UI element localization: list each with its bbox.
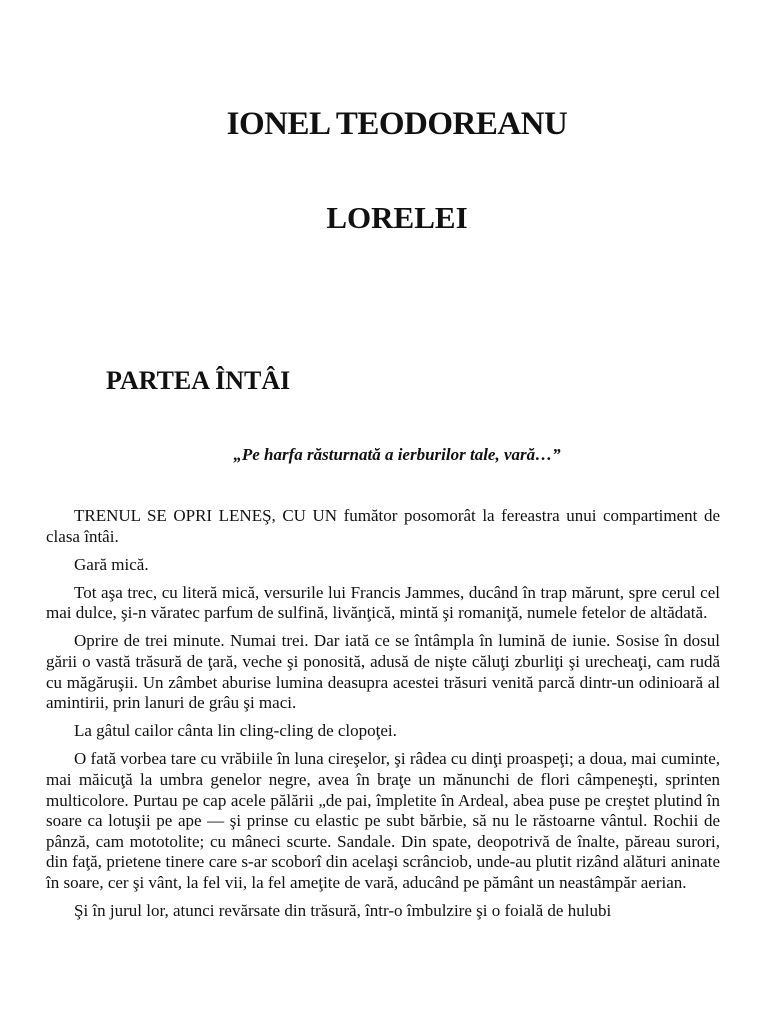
author-name: IONEL TEODOREANU	[226, 106, 568, 142]
book-title: LORELEI	[326, 200, 468, 235]
paragraph: Gară mică.	[74, 554, 149, 574]
body-text	[46, 506, 720, 929]
paragraph: O fată vorbea tare cu vrăbiile în luna cireşelor, şi râdea cu dinţi proaspeţi; a doua, mai cuminte, mai măicuţă la umbra genelor negre, avea în braţe un mănunchi de flori câmpeneşti, sprinten multicolore. Purtau pe cap acele pălării „de pai, împletite în Ardeal, abea puse pe creştet plutind în soare ca lotuşii pe ape — şi prinse cu elastic pe subt bărbie, să nu le răstoarne vântul. Rochii de pânză, cam mototolite; cu mâneci scurte. Sandale. Din spate, deopotrivă de înalte, păreau surori, din faţă, prietene tinere care s-ar scoborî din acelaşi scrânciob, unde-au plutit rizând alături aninate în soare, cer şi vânt, la fel vii, la fel ameţite de vară, aducând pe pământ un neastâmpăr aerian.	[46, 749, 721, 892]
paragraph: Oprire de trei minute. Numai trei. Dar iată ce se întâmpla în lumină de iunie. Sosise în dosul gării o vastă trăsură de ţară, veche şi ponosită, adusă de nişte căluţi zburliţi şi urecheaţi, cam rudă cu măgăruşii. Un zâmbet aburise lumina deasupra acestei trăsuri venită parcă dintr-un odinioară al amintirii, prin lanuri de grâu şi maci.	[46, 631, 720, 713]
part-heading: PARTEA ÎNTÂI	[106, 366, 291, 395]
paragraph: La gâtul cailor cânta lin cling-cling de clopoţei.	[74, 721, 397, 741]
paragraph: Tot aşa trec, cu literă mică, versurile lui Francis Jammes, ducând în trap mărunt, spre cerul cel mai dulce, şi-n văratec parfum de sulfină, livănţică, mintă şi romaniţă, numele fetelor de altădată.	[46, 582, 720, 623]
paragraph: Şi în jurul lor, atunci revărsate din trăsură, într-o îmbulzire şi o foială de hulubi	[74, 901, 612, 921]
epigraph: „Pe harfa răsturnată a ierburilor tale, vară…”	[233, 445, 561, 464]
paragraph: TRENUL SE OPRI LENEŞ, CU UN fumător posomorât la fereastra unui compartiment de clasa întâi.	[46, 506, 720, 546]
